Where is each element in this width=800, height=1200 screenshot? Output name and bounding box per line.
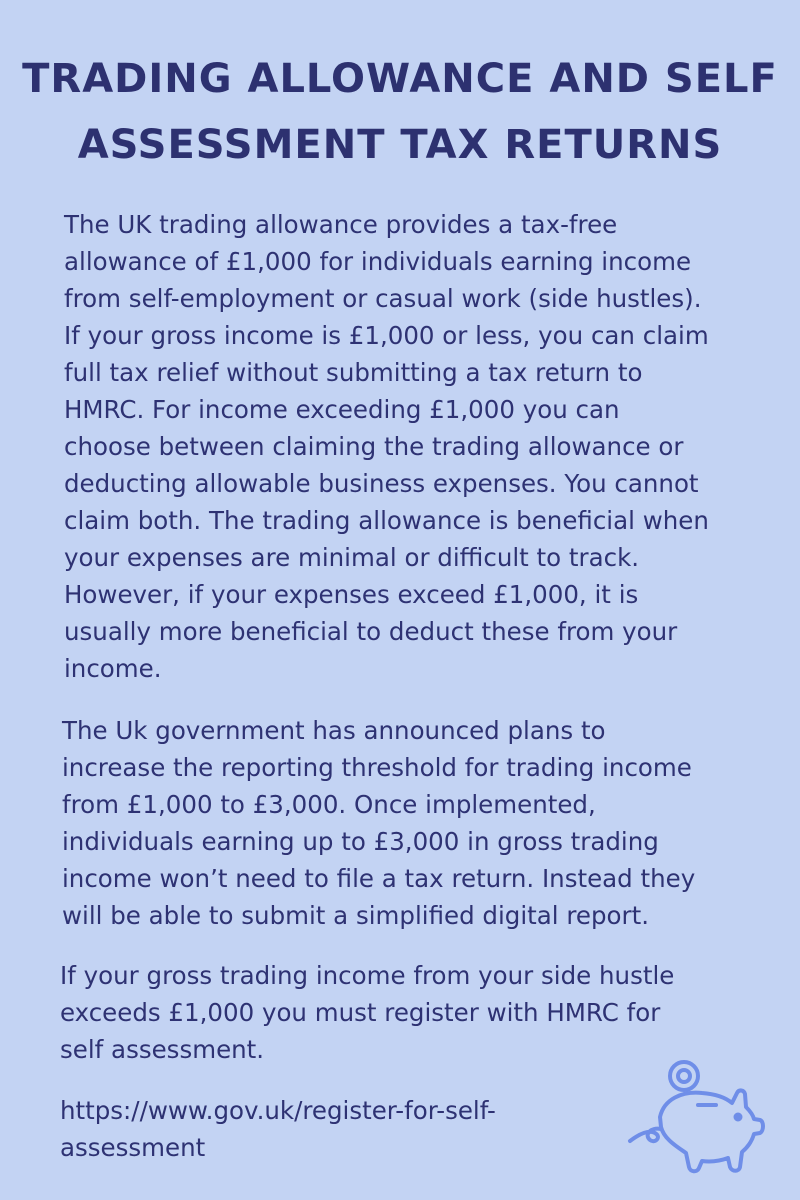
- register-link[interactable]: https://www.gov.uk/register-for-self- assessment: [60, 1096, 496, 1162]
- paragraph-trading-allowance: The UK trading allowance provides a tax-free allowance of £1,000 for individuals earning income from self-employment or casual work (side hustles). If your gross income is £1,000 or less, you can claim full tax relief without submitting a tax return to HMRC. For income exceeding £1,000 you can choose between claiming the trading allowance or deducting allowable business expenses. You cannot claim both. The trading allowance is beneficial when your expenses are minimal or difficult to track. However, if your expenses exceed £1,000, it is usually more beneficial to deduct these from your income.: [64, 210, 709, 683]
- page-title: TRADING ALLOWANCE AND SELF ASSESSMENT TAX RETURNS: [22, 56, 778, 168]
- paragraph-threshold-increase: The Uk government has announced plans to increase the reporting threshold for trading income from £1,000 to £3,000. Once implemented, individuals earning up to £3,000 in gross trading income won’t need to file a tax return. Instead they will be able to submit a simplified digital report.: [62, 716, 696, 930]
- paragraph-register: If your gross trading income from your side hustle exceeds £1,000 you must register with HMRC for self assessment.: [60, 961, 675, 1064]
- piggy-bank-icon: [620, 1055, 770, 1185]
